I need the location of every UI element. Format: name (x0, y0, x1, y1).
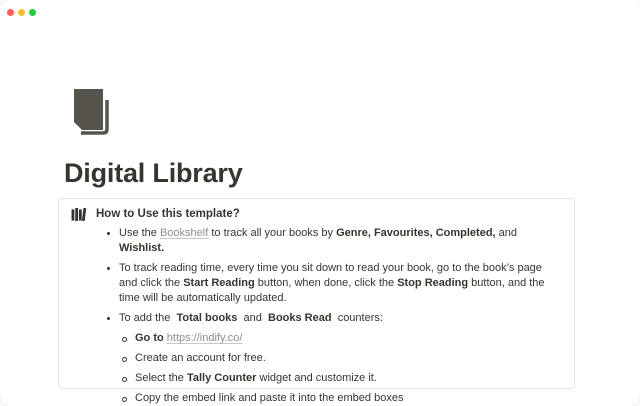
bullet-item (107, 311, 546, 326)
sub-bullet-item (122, 391, 546, 406)
text-segment: Use the (119, 227, 160, 239)
bullet-text (135, 371, 377, 386)
text-segment: and (495, 227, 521, 239)
sub-bullet-item (122, 331, 546, 346)
text-segment: Tally Counter (186, 372, 257, 384)
text-segment: Create an account for free. (135, 352, 266, 364)
text-segment: Wishlist. (119, 242, 165, 254)
sub-bullet-marker (122, 357, 127, 362)
books-icon (71, 208, 86, 221)
bullet-marker (107, 267, 110, 270)
close-button[interactable] (7, 9, 14, 16)
bullet-marker (107, 317, 110, 320)
traffic-lights (7, 9, 36, 16)
text-segment: Books Read (268, 312, 332, 324)
text-segment: Copy the embed link and paste it into the embed boxes (135, 392, 404, 404)
inline-link[interactable]: https://indify.co/ (166, 332, 243, 344)
text-segment: counters: (331, 312, 383, 324)
callout-title[interactable]: How to Use this template? (96, 208, 240, 220)
text-segment: and (237, 312, 268, 324)
callout-list (59, 222, 574, 406)
sub-bullet-marker (122, 377, 127, 382)
text-segment: button, when done, click the (254, 277, 398, 289)
text-segment: button, and the time will be automatically updated. (119, 277, 548, 304)
page-title[interactable]: Digital Library (64, 158, 243, 188)
sub-bullet-item (122, 351, 546, 366)
text-segment: to track all your books by (208, 227, 337, 239)
bullet-text (135, 391, 403, 406)
bullet-text (119, 226, 546, 256)
text-segment: Genre, Favourites, Completed, (336, 227, 496, 239)
sub-bullet-marker (122, 397, 127, 402)
text-segment: To track reading time, every time you sit down to read your book, go to the book’s page and click the (119, 262, 545, 289)
callout-header (59, 199, 574, 222)
bullet-text (119, 311, 383, 326)
text-segment: Start Reading (183, 277, 255, 289)
text-segment: Total books (176, 312, 238, 324)
zoom-button[interactable] (29, 9, 36, 16)
text-segment: widget and customize it. (256, 372, 377, 384)
book-icon[interactable] (70, 88, 110, 134)
minimize-button[interactable] (18, 9, 25, 16)
bullet-item (107, 226, 546, 256)
sub-bullet-item (122, 371, 546, 386)
bullet-text (119, 261, 546, 306)
text-segment: Go to (135, 332, 167, 344)
text-segment: Select the (135, 372, 187, 384)
bullet-item (107, 261, 546, 306)
inline-link[interactable]: Bookshelf (159, 227, 209, 239)
text-segment: Stop Reading (397, 277, 469, 289)
how-to-callout (58, 198, 575, 404)
sub-bullet-marker (122, 337, 127, 342)
bullet-text (135, 351, 266, 366)
bullet-text (135, 331, 242, 346)
bullet-marker (107, 232, 110, 235)
text-segment: To add the (119, 312, 177, 324)
